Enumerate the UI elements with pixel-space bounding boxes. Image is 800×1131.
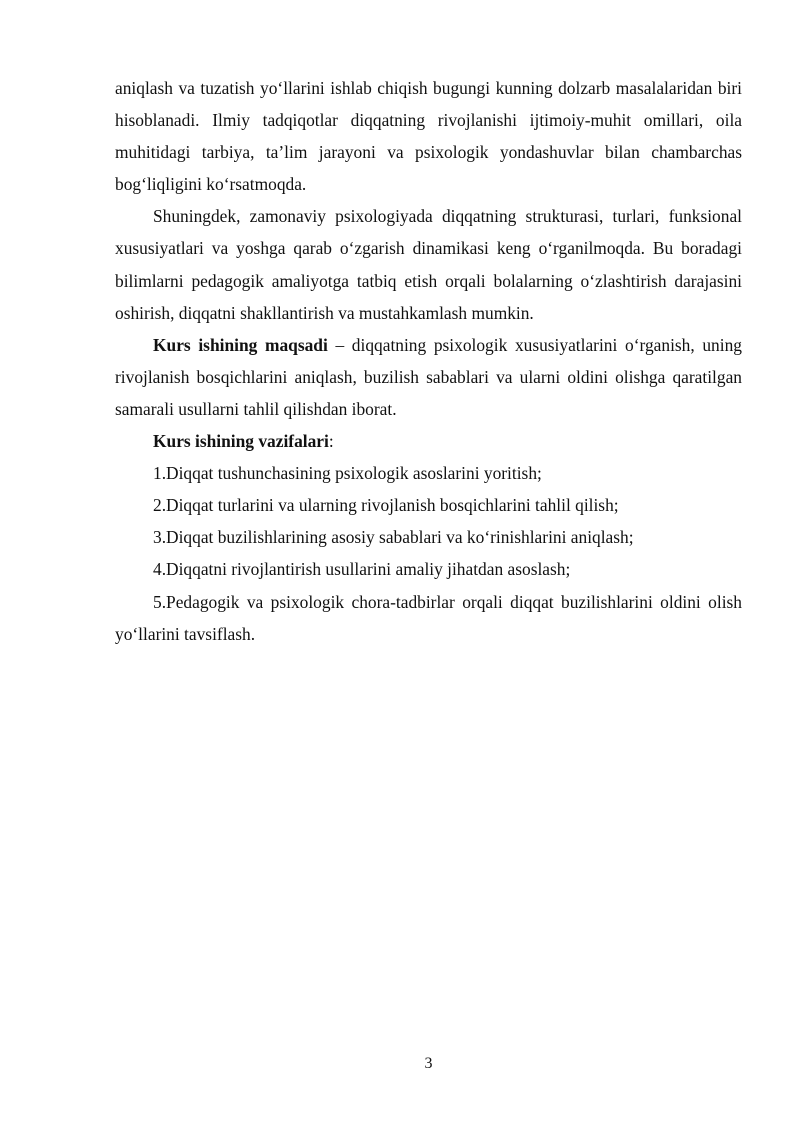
task-item: 3.Diqqat buzilishlarining asosiy sabablari va ko‘rinishlarini aniqlash; — [153, 527, 634, 548]
paragraph-tasks-heading — [115, 425, 742, 457]
paragraph-goal — [115, 329, 742, 425]
task-item: 5.Pedagogik va psixologik chora-tadbirlar orqali diqqat buzilishlarini oldini olish yo‘llarini tavsiflash. — [115, 591, 742, 644]
goal-label: Kurs ishining maqsadi — [153, 334, 328, 355]
tasks-label: Kurs ishining vazifalari — [153, 431, 329, 452]
paragraph-modern-psychology: Shuningdek, zamonaviy psixologiyada diqqatning strukturasi, turlari, funksional xususiyatlari va yoshga qarab o‘zgarish dinamikasi keng o‘rganilmoqda. Bu boradagi bilimlarni pedagogik amaliyotga tatbiq etish orqali bolalarning o‘zlashtirish darajasini oshirish, diqqatni shakllantirish va mustahkamlash mumkin. — [115, 206, 742, 323]
task-item: 2.Diqqat turlarini va ularning rivojlanish bosqichlarini tahlil qilish; — [153, 495, 619, 516]
page-number: 3 — [424, 1055, 433, 1072]
task-item: 1.Diqqat tushunchasining psixologik asoslarini yoritish; — [153, 463, 542, 484]
paragraph-intro-continuation: aniqlash va tuzatish yo‘llarini ishlab chiqish bugungi kunning dolzarb masalalaridan biri hisoblanadi. Ilmiy tadqiqotlar diqqatning rivojlanishi ijtimoiy-muhit omillari, oila muhitidagi tarbiya, ta’lim jarayoni va psixologik yondashuvlar bilan chambarchas bog‘liqligini ko‘rsatmoqda. — [115, 78, 742, 195]
goal-text: – diqqatning psixologik xususiyatlarini o‘rganish, uning rivojlanish bosqichlarini aniqlash, buzilish sabablari va ularni oldini olishga qaratilgan samarali usullarni tahlil qilishdan iborat. — [115, 334, 742, 419]
task-item: 4.Diqqatni rivojlantirish usullarini amaliy jihatdan asoslash; — [153, 559, 571, 580]
tasks-colon: : — [328, 431, 334, 452]
body-text — [115, 72, 742, 650]
